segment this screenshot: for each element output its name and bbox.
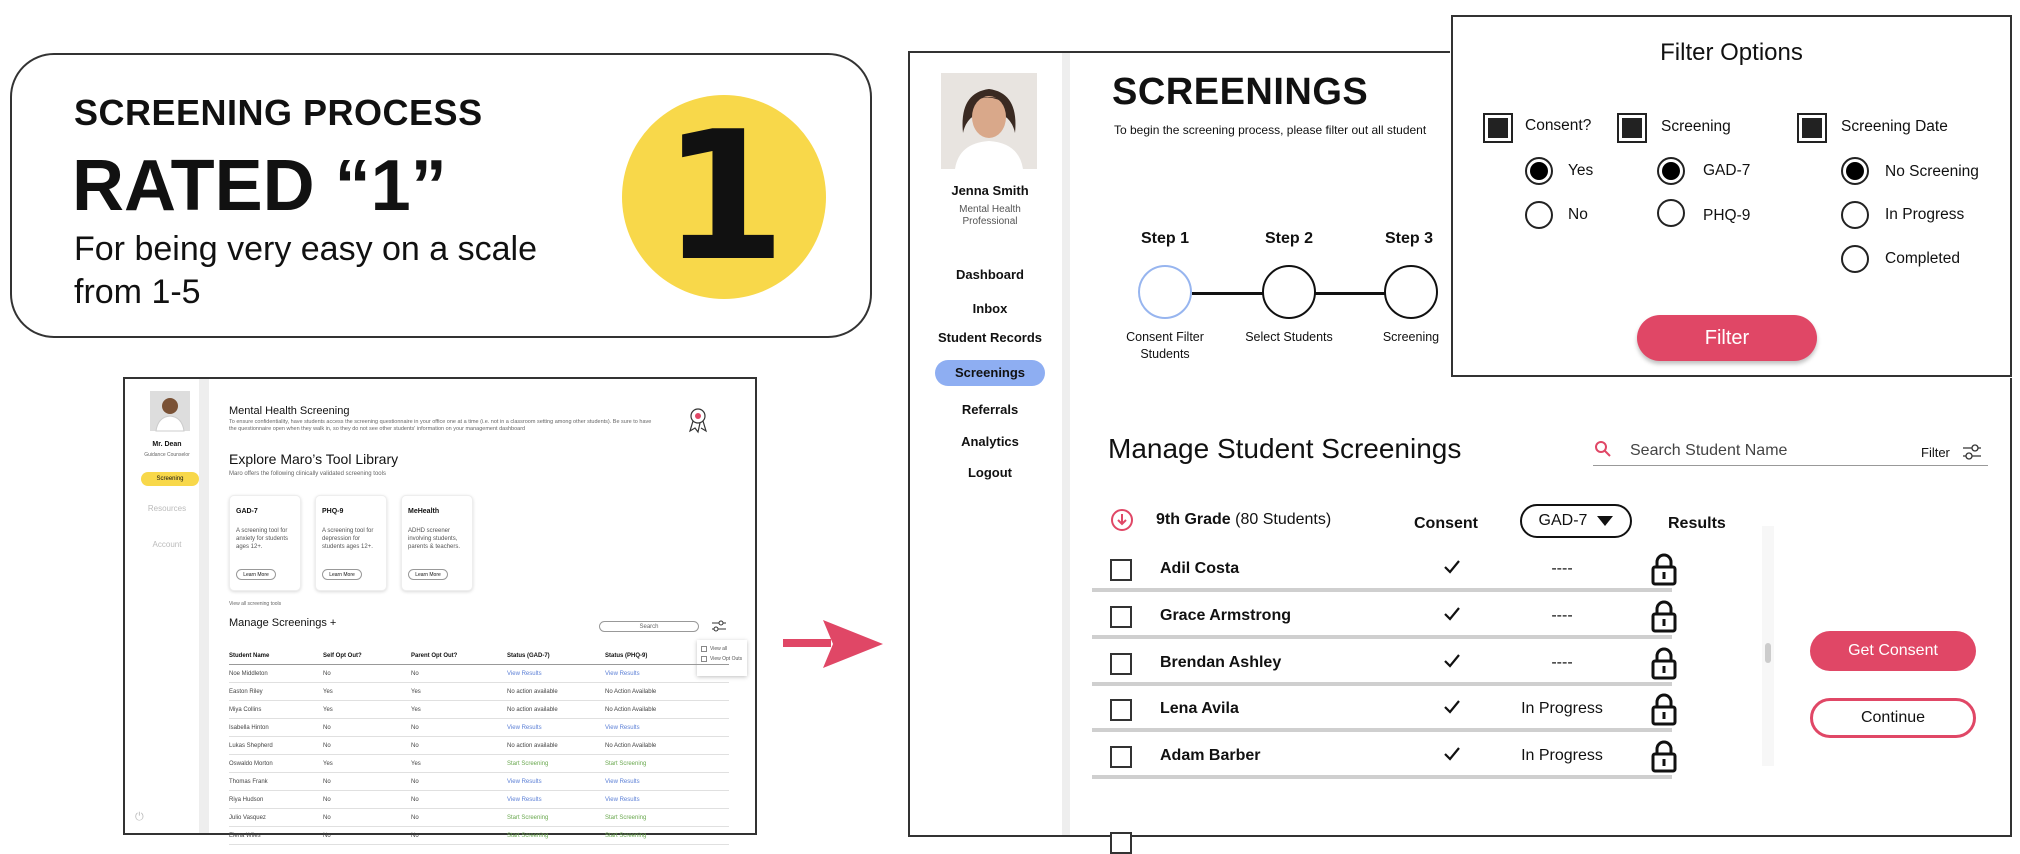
manage-screenings-title[interactable]: Manage Screenings +: [229, 617, 337, 629]
tool-library-title: Explore Maro’s Tool Library: [229, 451, 399, 467]
tool-card-phq9: [315, 495, 387, 591]
table-cell: Yes: [323, 688, 333, 695]
filter-button[interactable]: Filter: [1637, 315, 1817, 361]
old-page-description: To ensure confidentiality, have students access the screening questionnaire in your office one at a time (i.e. not in a classroom setting among other students). Be sure to have the questionnaire open when they walk in, so they do not see other students' information on your management dashboard: [229, 419, 652, 432]
consent-checkbox[interactable]: [1485, 115, 1511, 141]
row-checkbox[interactable]: [1110, 699, 1132, 721]
search-icon[interactable]: [1594, 440, 1612, 458]
table-cell: Noe Middleton: [229, 670, 268, 677]
tool-title: GAD-7: [236, 508, 258, 515]
table-cell[interactable]: Start Screening: [507, 814, 549, 821]
table-cell[interactable]: Start Screening: [507, 760, 549, 767]
results-column-header: Results: [1668, 515, 1726, 532]
table-cell[interactable]: Start Screening: [605, 760, 647, 767]
screening-date-group-label: Screening Date: [1841, 118, 1948, 135]
view-all-tools-link[interactable]: View all screening tools: [229, 601, 282, 607]
tool-desc: A screening tool for anxiety for students ages 12+.: [236, 528, 289, 550]
step-1-caption: Consent Filter Students: [1126, 330, 1204, 361]
radio-label: No: [1568, 206, 1588, 223]
scrollbar-thumb[interactable]: [1765, 643, 1771, 663]
lock-icon[interactable]: [1650, 739, 1678, 773]
table-cell: No: [323, 832, 331, 839]
award-ribbon-icon: [687, 407, 709, 433]
tool-desc: ADHD screener involving students, parents & teachers.: [408, 528, 461, 550]
table-cell: No: [323, 796, 331, 803]
table-row: [229, 791, 729, 809]
filter-label[interactable]: Filter: [1921, 445, 1950, 460]
tool-title: PHQ-9: [322, 508, 344, 515]
tool-select[interactable]: [1520, 504, 1632, 538]
get-consent-button[interactable]: Get Consent: [1810, 631, 1976, 671]
screening-gad7-radio[interactable]: [1657, 157, 1685, 185]
table-cell: No: [411, 742, 419, 749]
checkmark-icon: [1442, 557, 1462, 577]
rating-badge-number: 1: [662, 93, 786, 300]
table-cell: No: [411, 724, 419, 731]
table-cell[interactable]: View Results: [507, 724, 542, 731]
arrow-right-icon: [783, 620, 883, 668]
table-cell: Lukas Shepherd: [229, 742, 273, 749]
table-row: [229, 719, 729, 737]
table-row: [229, 737, 729, 755]
table-cell: Yes: [323, 706, 333, 713]
page-title: SCREENINGS: [1112, 71, 1369, 113]
learn-more-button[interactable]: Learn More: [236, 569, 276, 580]
avatar: [941, 73, 1037, 169]
old-user-role: Guidance Counselor: [144, 452, 190, 458]
profile-role: Mental Health Professional: [959, 204, 1021, 227]
column-header: Status (GAD-7): [507, 652, 550, 659]
person-photo-icon: [941, 73, 1037, 169]
checkmark-icon: [1442, 604, 1462, 624]
step-3-label: Step 3: [1384, 230, 1433, 247]
learn-more-button[interactable]: Learn More: [408, 569, 448, 580]
tool-select-value: GAD-7: [1538, 512, 1588, 529]
table-cell[interactable]: View Results: [507, 778, 542, 785]
table-cell: Yes: [411, 706, 421, 713]
student-row[interactable]: [1092, 733, 1672, 779]
table-row: [229, 683, 729, 701]
table-cell: No: [323, 778, 331, 785]
column-header: Status (PHQ-9): [605, 652, 648, 659]
tool-desc: A screening tool for depression for students ages 12+.: [322, 528, 374, 550]
tool-card-mehealth: [401, 495, 473, 591]
filter-option[interactable]: View Opt Outs: [701, 656, 743, 662]
old-page-title: Mental Health Screening: [229, 405, 350, 417]
table-cell: No action available: [507, 688, 558, 695]
table-cell: Miya Collins: [229, 706, 262, 713]
radio-label: Completed: [1885, 250, 1960, 267]
learn-more-button[interactable]: Learn More: [322, 569, 362, 580]
screening-status: In Progress: [1521, 700, 1603, 717]
grade-name: 9th Grade: [1156, 511, 1231, 528]
step-2-circle[interactable]: [1262, 265, 1316, 319]
table-cell: No: [411, 832, 419, 839]
rating-description: For being very easy on a scale from 1-5: [74, 230, 538, 311]
lock-icon[interactable]: [1650, 646, 1678, 680]
column-header: Student Name: [229, 652, 270, 659]
table-row: [229, 809, 729, 827]
screening-checkbox[interactable]: [1619, 115, 1645, 141]
lock-icon[interactable]: [1650, 599, 1678, 633]
lock-icon[interactable]: [1650, 552, 1678, 586]
no-screening-radio[interactable]: [1841, 157, 1869, 185]
student-row[interactable]: [1092, 686, 1672, 732]
table-row: [229, 827, 729, 845]
table-cell: Isabella Hinton: [229, 724, 269, 731]
profile-name: Jenna Smith: [951, 183, 1029, 198]
step-3-caption: Screening: [1382, 330, 1440, 344]
nav-referrals[interactable]: Referrals: [961, 402, 1019, 417]
completed-radio[interactable]: [1841, 245, 1869, 273]
radio-label: Yes: [1568, 162, 1594, 179]
tool-library-subtitle: Maro offers the following clinically validated screening tools: [229, 471, 386, 477]
step-2-caption: Select Students: [1245, 330, 1333, 344]
popup-title: Filter Options: [1660, 39, 1803, 66]
consent-no-radio[interactable]: [1525, 201, 1553, 229]
step-2-label: Step 2: [1264, 230, 1313, 247]
old-main-content: [219, 379, 755, 839]
table-cell: Thomas Frank: [229, 778, 268, 785]
row-checkbox[interactable]: [1110, 746, 1132, 768]
table-row: [229, 665, 729, 683]
checkmark-icon: [1442, 697, 1462, 717]
table-cell: No: [323, 814, 331, 821]
nav-student-records[interactable]: Student Records: [937, 330, 1042, 345]
filter-sliders-icon[interactable]: [711, 619, 727, 633]
old-screenings-table: [229, 647, 729, 845]
table-cell: No: [411, 670, 419, 677]
table-row: [229, 755, 729, 773]
table-cell[interactable]: View Results: [605, 796, 640, 803]
checkmark-icon: [1442, 744, 1462, 764]
table-row: [229, 773, 729, 791]
table-row: [229, 701, 729, 719]
collapse-down-icon[interactable]: [1110, 508, 1134, 532]
table-cell[interactable]: Start Screening: [605, 814, 647, 821]
rating-value: RATED “1”: [72, 146, 447, 226]
filter-options-popup: [1451, 15, 2012, 377]
rating-badge: [622, 95, 826, 299]
table-cell: No Action Available: [605, 742, 657, 749]
table-cell[interactable]: Start Screening: [605, 832, 647, 839]
consent-group-label: Consent?: [1525, 117, 1592, 134]
grade-heading[interactable]: [1156, 511, 1331, 529]
old-nav-screening[interactable]: Screening: [141, 472, 199, 486]
screening-status: ----: [1551, 607, 1573, 624]
table-cell: No: [411, 814, 419, 821]
table-cell[interactable]: View Results: [605, 778, 640, 785]
screening-status: ----: [1551, 560, 1573, 577]
nav-logout[interactable]: Logout: [967, 465, 1013, 480]
nav-inbox[interactable]: Inbox: [972, 301, 1008, 316]
student-name: Brendan Ashley: [1160, 654, 1282, 671]
row-checkbox[interactable]: [1110, 559, 1132, 581]
table-cell: Yes: [323, 760, 333, 767]
filter-option[interactable]: View all: [701, 646, 743, 652]
table-cell: Easton Riley: [229, 688, 263, 695]
table-cell: No: [411, 778, 419, 785]
search-underline: [1593, 465, 1988, 466]
old-sidebar: [125, 379, 209, 833]
student-name: Grace Armstrong: [1160, 607, 1291, 624]
old-nav-resources[interactable]: Resources: [147, 504, 187, 513]
table-cell[interactable]: View Results: [507, 670, 542, 677]
nav-analytics[interactable]: Analytics: [961, 434, 1019, 449]
screening-status: In Progress: [1521, 747, 1603, 764]
screening-group-label: Screening: [1661, 118, 1731, 135]
checkmark-icon: [1442, 651, 1462, 671]
step-1-label: Step 1: [1140, 230, 1189, 247]
old-user-name: Mr. Dean: [152, 441, 182, 448]
search-input[interactable]: Search Student Name: [1630, 442, 1788, 459]
continue-button[interactable]: Continue: [1810, 698, 1976, 738]
table-cell: No: [323, 724, 331, 731]
old-nav-account[interactable]: Account: [152, 540, 182, 549]
nav-dashboard[interactable]: Dashboard: [956, 267, 1024, 282]
filter-sliders-icon[interactable]: [1962, 443, 1982, 461]
radio-label: PHQ-9: [1703, 207, 1751, 224]
table-cell: Julio Vasquez: [229, 814, 266, 821]
rating-title: SCREENING PROCESS: [74, 92, 483, 133]
row-checkbox[interactable]: [1110, 832, 1132, 854]
student-name: Adil Costa: [1160, 560, 1240, 577]
student-row[interactable]: [1092, 546, 1672, 592]
step-1-circle[interactable]: [1138, 265, 1192, 319]
radio-label: No Screening: [1885, 163, 1979, 180]
screening-status: ----: [1551, 654, 1573, 671]
table-cell[interactable]: Start Screening: [507, 832, 549, 839]
screening-phq9-radio[interactable]: [1657, 199, 1685, 227]
nav-screenings[interactable]: Screenings: [935, 360, 1045, 386]
table-cell: Yes: [411, 760, 421, 767]
power-icon[interactable]: ⏻: [135, 811, 144, 823]
column-header: Self Opt Out?: [323, 652, 362, 659]
table-cell: No action available: [507, 742, 558, 749]
table-cell[interactable]: View Results: [605, 724, 640, 731]
row-checkbox[interactable]: [1110, 653, 1132, 675]
consent-column-header: Consent: [1414, 515, 1478, 532]
student-name: Adam Barber: [1160, 747, 1261, 764]
table-cell[interactable]: View Results: [507, 796, 542, 803]
person-icon: [150, 391, 190, 431]
tool-card-gad7: [229, 495, 301, 591]
row-checkbox[interactable]: [1110, 606, 1132, 628]
student-row[interactable]: [1092, 593, 1672, 639]
table-cell: No Action Available: [605, 688, 657, 695]
screening-date-checkbox[interactable]: [1799, 115, 1825, 141]
student-name: Lena Avila: [1160, 700, 1239, 717]
sidebar: [910, 53, 1070, 835]
table-cell: Elena Wiles: [229, 832, 261, 839]
table-cell: No: [323, 670, 331, 677]
old-search-input[interactable]: Search: [599, 621, 699, 632]
old-screening-screen: [123, 377, 757, 839]
table-cell: No: [323, 742, 331, 749]
page-subtitle: To begin the screening process, please filter out all student: [1114, 123, 1427, 137]
table-header: [229, 647, 729, 665]
radio-label: GAD-7: [1703, 162, 1751, 179]
in-progress-radio[interactable]: [1841, 201, 1869, 229]
tool-title: MeHealth: [408, 508, 440, 515]
table-cell: Oswaldo Morton: [229, 760, 273, 767]
dropdown-arrow-icon: [1597, 516, 1613, 526]
table-cell: Yes: [411, 688, 421, 695]
table-cell: No: [411, 796, 419, 803]
manage-title: Manage Student Screenings: [1108, 433, 1462, 464]
student-row[interactable]: [1092, 640, 1672, 686]
avatar: [150, 391, 190, 431]
table-row-partial: [1092, 786, 1672, 846]
step-3-circle[interactable]: [1384, 265, 1438, 319]
column-header: Parent Opt Out?: [411, 652, 458, 659]
consent-yes-radio[interactable]: [1525, 157, 1553, 185]
grade-count: (80 Students): [1235, 511, 1332, 528]
radio-label: In Progress: [1885, 206, 1965, 223]
lock-icon[interactable]: [1650, 692, 1678, 726]
table-cell: Riya Hudson: [229, 796, 264, 803]
table-cell: No action available: [507, 706, 558, 713]
table-cell[interactable]: View Results: [605, 670, 640, 677]
table-cell: No Action Available: [605, 706, 657, 713]
